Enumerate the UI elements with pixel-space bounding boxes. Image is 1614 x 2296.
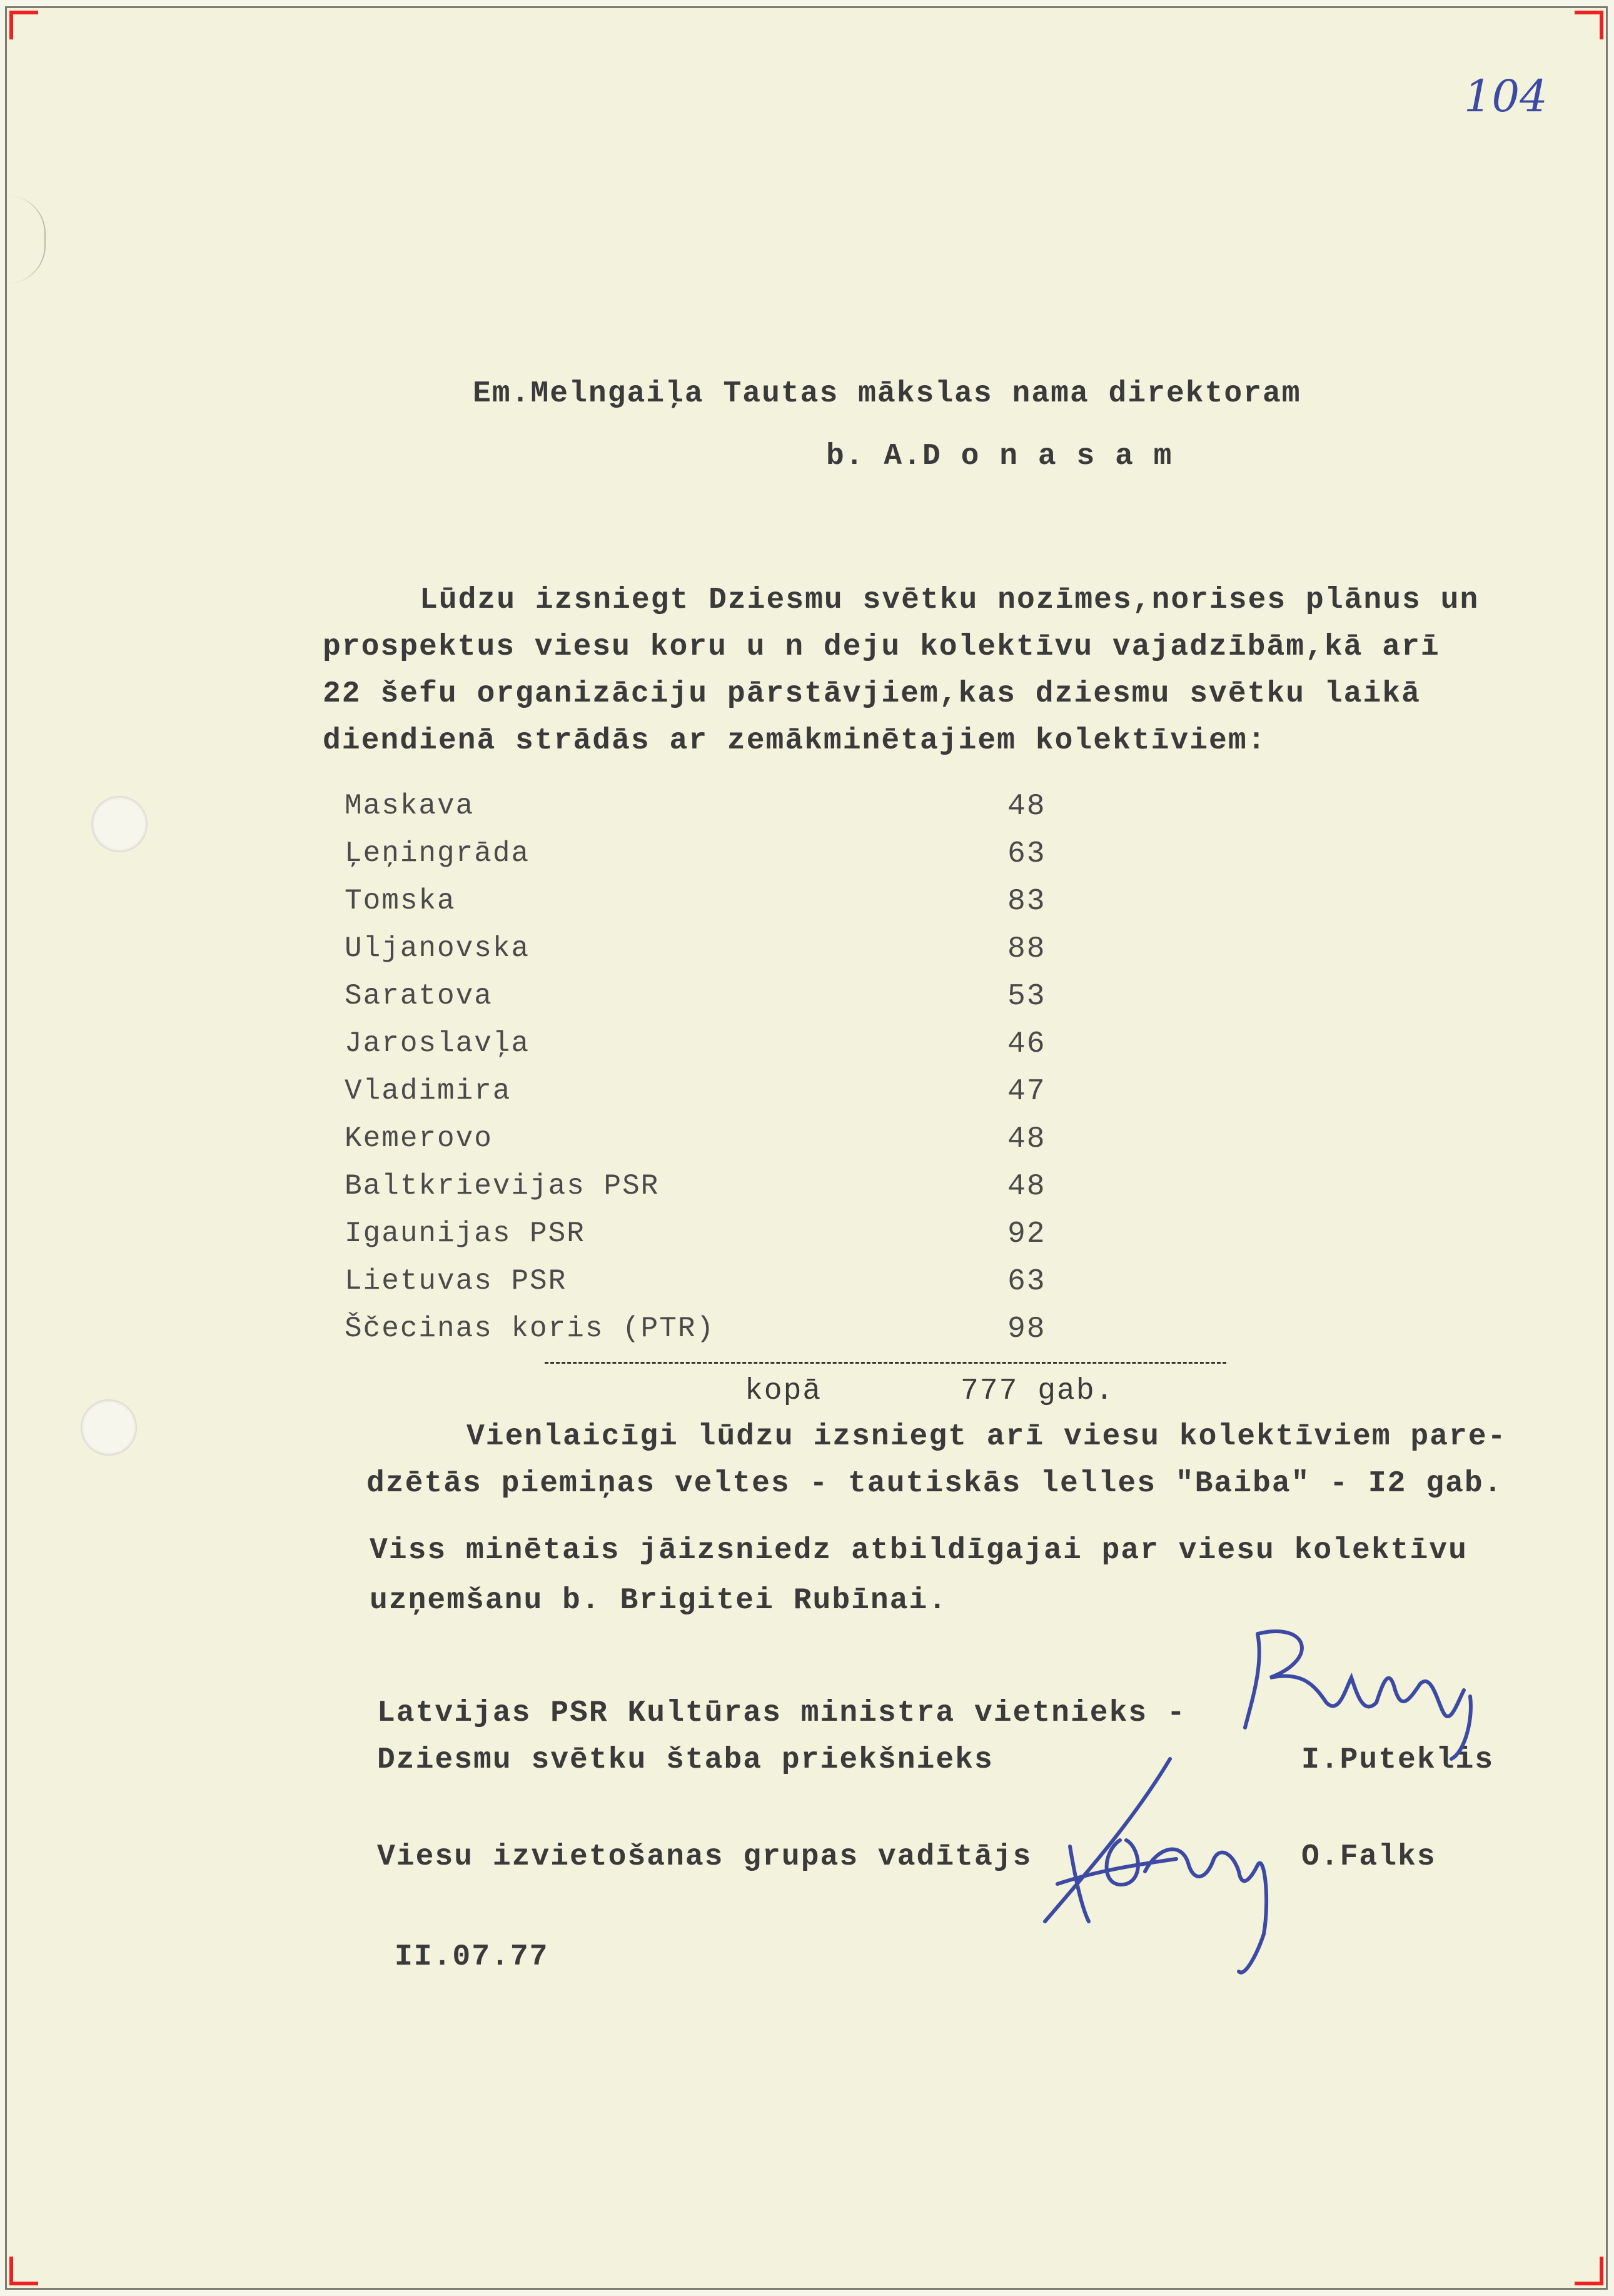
request-line-1: Lūdzu izsniegt Dziesmu svētku nozīmes,norises plānus un: [420, 583, 1480, 617]
collective-name: Maskava: [345, 790, 475, 822]
collective-count: 46: [1007, 1027, 1046, 1061]
crop-mark-bottom-right: [1575, 2257, 1603, 2285]
crop-mark-top-left: [9, 11, 38, 39]
collective-name: Tomska: [345, 885, 456, 917]
collective-name: Ščecinas koris (PTR): [345, 1312, 715, 1345]
document-date: II.07.77: [395, 1940, 549, 1974]
signatory-1-title-1: Latvijas PSR Kultūras ministra vietnieks -: [377, 1696, 1186, 1730]
collective-count: 63: [1007, 1265, 1046, 1299]
signatory-1-name: I.Puteklis: [1301, 1743, 1495, 1777]
crop-mark-bottom-left: [9, 2257, 38, 2285]
collective-name: Kemerovo: [345, 1122, 493, 1155]
signatory-2-title: Viesu izvietošanas grupas vadītājs: [377, 1840, 1032, 1874]
addressee-line-1: Em.Melngaiļa Tautas mākslas nama direktoram: [473, 377, 1301, 411]
collective-count: 92: [1007, 1217, 1046, 1251]
collective-count: 48: [1007, 790, 1046, 823]
total-label: kopā: [745, 1374, 822, 1408]
page-number: 104: [1464, 71, 1548, 122]
delivery-line-1: Viss minētais jāizsniedz atbildīgajai par viesu kolektīvu: [370, 1534, 1468, 1568]
collective-count: 48: [1007, 1170, 1046, 1204]
request-line-2: prospektus viesu koru u n deju kolektīvu vajadzībām,kā arī: [323, 630, 1440, 664]
collective-name: Baltkrievijas PSR: [345, 1170, 660, 1202]
signatory-2-name: O.Falks: [1301, 1840, 1436, 1874]
punch-hole-top: [91, 796, 148, 852]
delivery-line-2: uzņemšanu b. Brigitei Rubīnai.: [370, 1584, 948, 1618]
addressee-line-2: b. A.D o n a s a m: [826, 440, 1173, 473]
souvenir-line-1: Vienlaicīgi lūdzu izsniegt arī viesu kolektīviem pare-: [467, 1420, 1507, 1454]
collective-count: 88: [1007, 932, 1046, 966]
total-rule: [545, 1362, 1226, 1364]
request-line-3: 22 šefu organizāciju pārstāvjiem,kas dziesmu svētku laikā: [323, 677, 1421, 711]
collective-count: 47: [1007, 1075, 1046, 1109]
collective-name: Lietuvas PSR: [345, 1265, 567, 1297]
collective-count: 98: [1007, 1312, 1046, 1346]
collective-name: Saratova: [345, 980, 493, 1012]
collective-count: 83: [1007, 885, 1046, 919]
crop-mark-top-right: [1575, 11, 1603, 39]
collective-name: Jaroslavļa: [345, 1027, 530, 1060]
collective-name: Vladimira: [345, 1075, 512, 1107]
total-value: 777 gab.: [961, 1374, 1115, 1408]
signature-falks: [1032, 1746, 1320, 1984]
paper-fold-mark: [7, 196, 46, 283]
signatory-1-title-2: Dziesmu svētku štaba priekšnieks: [377, 1743, 994, 1777]
collective-name: Igaunijas PSR: [345, 1217, 585, 1250]
document-page: [5, 6, 1608, 2290]
collective-count: 53: [1007, 980, 1046, 1014]
collective-count: 63: [1007, 837, 1046, 871]
request-line-4: diendienā strādās ar zemākminētajiem kolektīviem:: [323, 724, 1267, 758]
collective-count: 48: [1007, 1122, 1046, 1156]
punch-hole-bottom: [81, 1399, 137, 1456]
souvenir-line-2: dzētās piemiņas veltes - tautiskās lelles "Baiba" - I2 gab.: [366, 1467, 1503, 1501]
collective-name: Uljanovska: [345, 932, 530, 965]
collective-name: Ļeņingrāda: [345, 837, 530, 870]
